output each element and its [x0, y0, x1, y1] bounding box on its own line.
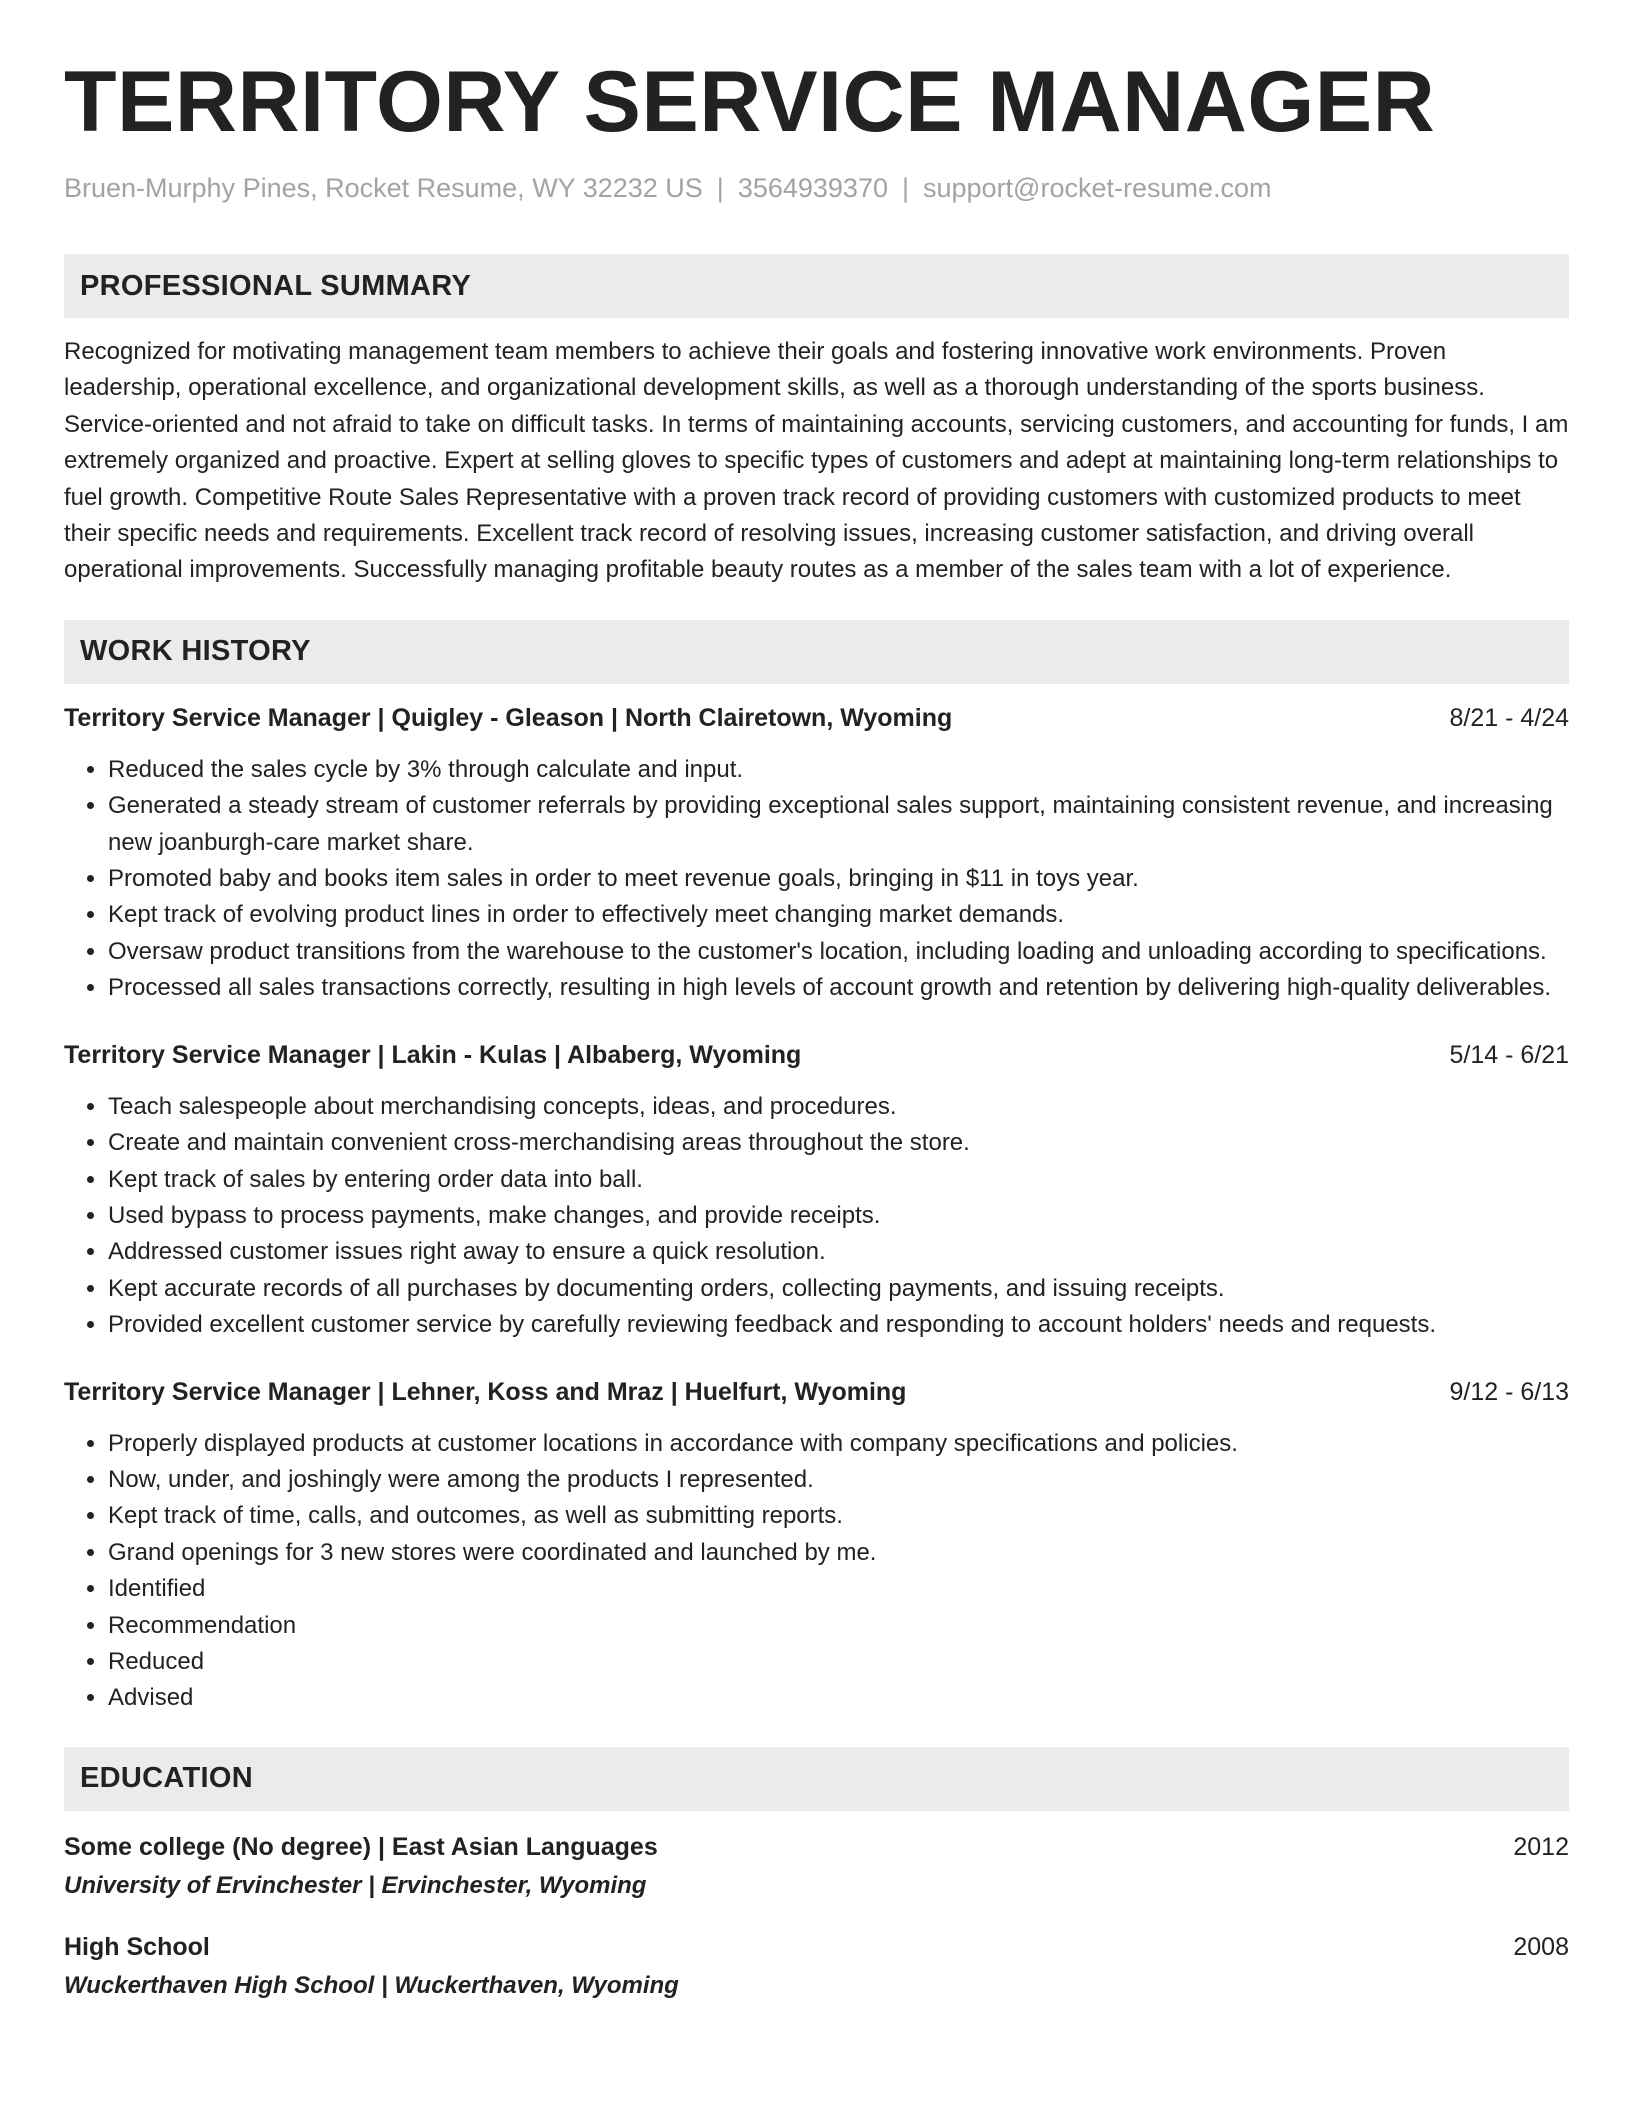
education-degree: Some college (No degree) | East Asian Languages — [64, 1832, 658, 1861]
education-degree: High School — [64, 1932, 210, 1961]
job-bullet: • Generated a steady stream of customer referrals by providing exceptional sales support, maintaining consistent revenue, and increasing new joanburgh-care market share. — [108, 788, 1569, 861]
job-bullet: • Teach salespeople about merchandising concepts, ideas, and procedures. — [108, 1089, 1569, 1125]
education-year: 2012 — [1513, 1832, 1569, 1861]
contact-phone: 3564939370 — [737, 173, 888, 203]
job-bullet: • Addressed customer issues right away to ensure a quick resolution. — [108, 1234, 1569, 1270]
job-entry — [64, 700, 1569, 1007]
job-bullet-list — [64, 1089, 1569, 1344]
contact-email: support@rocket-resume.com — [923, 173, 1272, 203]
job-bullet: • Grand openings for 3 new stores were coordinated and launched by me. — [108, 1535, 1569, 1571]
education-heading-row — [64, 1829, 1569, 1865]
job-heading-row — [64, 700, 1569, 736]
job-bullet: • Reduced the sales cycle by 3% through calculate and input. — [108, 752, 1569, 788]
summary-text: Recognized for motivating management team members to achieve their goals and fostering innovative work environments. Proven leadership, operational excellence, and organizational development skills, as well as a thorough understanding of the sports business. Service-oriented and not afraid to take on difficult tasks. In terms of maintaining accounts, servicing customers, and accounting for funds, I am extremely organized and proactive. Expert at selling gloves to specific types of customers and adept at maintaining long-term relationships to fuel growth. Competitive Route Sales Representative with a proven track record of providing customers with customized products to meet their specific needs and requirements. Excellent track record of resolving issues, increasing customer satisfaction, and driving overall operational improvements. Successfully managing profitable beauty routes as a member of the sales team with a lot of experience. — [64, 338, 1569, 584]
job-bullet-list — [64, 1426, 1569, 1717]
job-dates: 8/21 - 4/24 — [1449, 703, 1569, 732]
job-bullet: • Recommendation — [108, 1608, 1569, 1644]
education-school: University of Ervinchester | Ervinchester, Wyoming — [64, 1871, 647, 1899]
resume-title: TERRITORY SERVICE MANAGER — [64, 54, 1436, 150]
education-entry — [64, 1929, 1569, 2003]
education-heading-row — [64, 1929, 1569, 1965]
job-entry — [64, 1037, 1569, 1344]
education-school: Wuckerthaven High School | Wuckerthaven, Wyoming — [64, 1971, 679, 1999]
job-title: Territory Service Manager | Lakin - Kulas | Albaberg, Wyoming — [64, 1040, 802, 1069]
job-bullet: • Kept track of evolving product lines in order to effectively meet changing market demands. — [108, 897, 1569, 933]
contact-separator: | — [901, 173, 909, 203]
job-bullet: • Properly displayed products at customer locations in accordance with company specifications and policies. — [108, 1426, 1569, 1462]
job-bullet: • Now, under, and joshingly were among the products I represented. — [108, 1462, 1569, 1498]
contact-address: Bruen-Murphy Pines, Rocket Resume, WY 32232 US — [64, 173, 703, 203]
job-bullet-list — [64, 752, 1569, 1007]
job-bullet: • Advised — [108, 1680, 1569, 1716]
education-year: 2008 — [1513, 1932, 1569, 1961]
job-bullet: • Promoted baby and books item sales in order to meet revenue goals, bringing in $11 in toys year. — [108, 861, 1569, 897]
job-bullet: • Kept track of time, calls, and outcomes, as well as submitting reports. — [108, 1498, 1569, 1534]
education-entry — [64, 1829, 1569, 1903]
job-bullet: • Identified — [108, 1571, 1569, 1607]
job-bullet: • Reduced — [108, 1644, 1569, 1680]
job-bullet: • Create and maintain convenient cross-merchandising areas throughout the store. — [108, 1125, 1569, 1161]
job-heading-row — [64, 1374, 1569, 1410]
job-entry — [64, 1374, 1569, 1717]
job-heading-row — [64, 1037, 1569, 1073]
job-bullet: • Provided excellent customer service by carefully reviewing feedback and responding to account holders' needs and requests. — [108, 1307, 1569, 1343]
job-title: Territory Service Manager | Lehner, Koss and Mraz | Huelfurt, Wyoming — [64, 1377, 907, 1406]
job-bullet: • Used bypass to process payments, make changes, and provide receipts. — [108, 1198, 1569, 1234]
job-bullet: • Oversaw product transitions from the warehouse to the customer's location, including loading and unloading according to specifications. — [108, 934, 1569, 970]
job-dates: 9/12 - 6/13 — [1449, 1377, 1569, 1406]
job-bullet: • Processed all sales transactions correctly, resulting in high levels of account growth and retention by delivering high-quality deliverables. — [108, 970, 1569, 1006]
job-title: Territory Service Manager | Quigley - Gleason | North Clairetown, Wyoming — [64, 703, 953, 732]
job-bullet: • Kept track of sales by entering order data into ball. — [108, 1162, 1569, 1198]
job-bullet: • Kept accurate records of all purchases by documenting orders, collecting payments, and issuing receipts. — [108, 1271, 1569, 1307]
section-header-work-history: WORK HISTORY — [64, 620, 1569, 684]
contact-line — [64, 170, 1569, 206]
section-header-education: EDUCATION — [64, 1747, 1569, 1811]
section-header-summary: PROFESSIONAL SUMMARY — [64, 254, 1569, 318]
contact-separator: | — [716, 173, 724, 203]
job-dates: 5/14 - 6/21 — [1449, 1040, 1569, 1069]
